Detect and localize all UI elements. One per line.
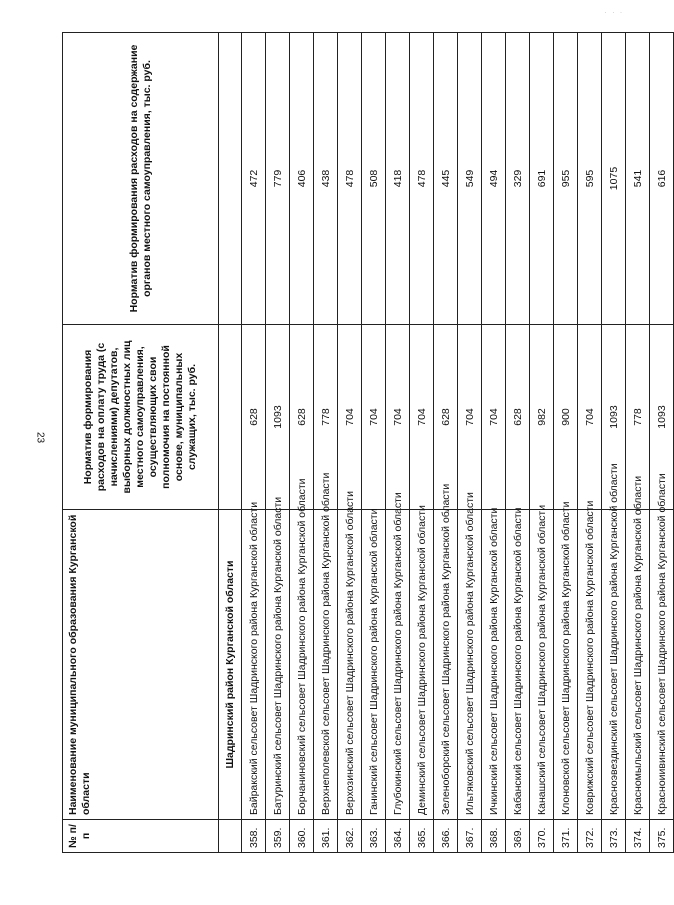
row-municipality-name: Байракский сельсовет Шадринского района Курганской области: [242, 510, 266, 820]
section-row: [219, 33, 242, 853]
table-body: [219, 33, 674, 853]
row-norm-maintenance: 478: [338, 33, 362, 325]
table-row: [338, 33, 362, 853]
table-row: [410, 33, 434, 853]
row-number: 374.: [626, 820, 650, 853]
table-row: [386, 33, 410, 853]
table-row: [434, 33, 458, 853]
row-norm-maintenance: 445: [434, 33, 458, 325]
row-norm-maintenance: 691: [530, 33, 554, 325]
row-number: 360.: [290, 820, 314, 853]
table-row: [602, 33, 626, 853]
row-number: 368.: [482, 820, 506, 853]
row-norm-labor: 982: [530, 325, 554, 510]
header-num: № п/п: [63, 820, 219, 853]
row-norm-maintenance: 616: [650, 33, 674, 325]
row-norm-labor: 704: [578, 325, 602, 510]
row-number: 375.: [650, 820, 674, 853]
section-empty-cell: [219, 33, 242, 325]
scan-noise: · · ·: [604, 10, 624, 16]
row-municipality-name: Красноиивинский сельсовет Шадринского района Курганской области: [650, 510, 674, 820]
row-municipality-name: Канашский сельсовет Шадринского района Курганской области: [530, 510, 554, 820]
row-norm-maintenance: 595: [578, 33, 602, 325]
table-row: [362, 33, 386, 853]
row-norm-labor: 704: [458, 325, 482, 510]
row-number: 362.: [338, 820, 362, 853]
row-number: 367.: [458, 820, 482, 853]
row-norm-labor: 1093: [602, 325, 626, 510]
section-empty-cell: [219, 325, 242, 510]
row-norm-maintenance: 478: [410, 33, 434, 325]
row-municipality-name: Деминский сельсовет Шадринского района Курганской области: [410, 510, 434, 820]
table-row: [650, 33, 674, 853]
table-row: [578, 33, 602, 853]
row-norm-maintenance: 472: [242, 33, 266, 325]
row-municipality-name: Красномыльский сельсовет Шадринского района Курганской области: [626, 510, 650, 820]
row-norm-maintenance: 508: [362, 33, 386, 325]
row-norm-labor: 900: [554, 325, 578, 510]
table-row: [626, 33, 650, 853]
row-number: 361.: [314, 820, 338, 853]
page-number: 23: [34, 431, 46, 444]
table-row: [266, 33, 290, 853]
row-norm-labor: 704: [338, 325, 362, 510]
row-norm-maintenance: 779: [266, 33, 290, 325]
row-number: 370.: [530, 820, 554, 853]
section-empty-cell: [219, 820, 242, 853]
normatives-table: [62, 32, 674, 853]
row-municipality-name: Верхнеполевской сельсовет Шадринского района Курганской области: [314, 510, 338, 820]
row-norm-labor: 628: [506, 325, 530, 510]
row-number: 364.: [386, 820, 410, 853]
table-row: [506, 33, 530, 853]
row-norm-maintenance: 541: [626, 33, 650, 325]
rotated-table-container: [62, 33, 668, 853]
table-row: [290, 33, 314, 853]
row-norm-maintenance: 406: [290, 33, 314, 325]
row-municipality-name: Борчаниновский сельсовет Шадринского района Курганской области: [290, 510, 314, 820]
row-norm-labor: 1093: [266, 325, 290, 510]
row-norm-labor: 1093: [650, 325, 674, 510]
row-number: 363.: [362, 820, 386, 853]
row-norm-maintenance: 549: [458, 33, 482, 325]
table-row: [482, 33, 506, 853]
row-norm-maintenance: 438: [314, 33, 338, 325]
row-municipality-name: Коврижский сельсовет Шадринского района Курганской области: [578, 510, 602, 820]
row-municipality-name: Батуринский сельсовет Шадринского района Курганской области: [266, 510, 290, 820]
row-norm-labor: 778: [626, 325, 650, 510]
row-norm-labor: 704: [410, 325, 434, 510]
row-number: 371.: [554, 820, 578, 853]
row-norm-labor: 704: [386, 325, 410, 510]
header-norm-maintenance: Норматив формирования расходов на содержание органов местного самоуправления, тыс. руб.: [63, 33, 219, 325]
row-municipality-name: Ичкинский сельсовет Шадринского района Курганской области: [482, 510, 506, 820]
table-row: [458, 33, 482, 853]
row-norm-maintenance: 494: [482, 33, 506, 325]
row-norm-maintenance: 1075: [602, 33, 626, 325]
row-norm-labor: 704: [362, 325, 386, 510]
row-municipality-name: Красноэвездинский сельсовет Шадринского района Курганской области: [602, 510, 626, 820]
table-row: [242, 33, 266, 853]
table-row: [530, 33, 554, 853]
table-row: [554, 33, 578, 853]
row-norm-maintenance: 418: [386, 33, 410, 325]
section-title: Шадринский район Курганской области: [219, 510, 242, 820]
row-municipality-name: Клоновской сельсовет Шадринского района Курганской области: [554, 510, 578, 820]
row-norm-labor: 628: [434, 325, 458, 510]
row-municipality-name: Глубокинский сельсовет Шадринского района Курганской области: [386, 510, 410, 820]
row-number: 358.: [242, 820, 266, 853]
row-number: 373.: [602, 820, 626, 853]
row-number: 365.: [410, 820, 434, 853]
row-number: 366.: [434, 820, 458, 853]
row-municipality-name: Верхозинский сельсовет Шадринского района Курганской области: [338, 510, 362, 820]
row-municipality-name: Зеленоборский сельсовет Шадринского района Курганской области: [434, 510, 458, 820]
row-municipality-name: Ганинский сельсовет Шадринского района Курганской области: [362, 510, 386, 820]
row-norm-labor: 628: [242, 325, 266, 510]
table-row: [314, 33, 338, 853]
row-number: 369.: [506, 820, 530, 853]
row-municipality-name: Ильтяковский сельсовет Шадринского района Курганской области: [458, 510, 482, 820]
row-norm-labor: 628: [290, 325, 314, 510]
row-norm-maintenance: 955: [554, 33, 578, 325]
row-norm-labor: 704: [482, 325, 506, 510]
row-municipality-name: Кабанский сельсовет Шадринского района Курганской области: [506, 510, 530, 820]
row-number: 372.: [578, 820, 602, 853]
row-norm-labor: 778: [314, 325, 338, 510]
row-norm-maintenance: 329: [506, 33, 530, 325]
header-norm-labor: Норматив формирования расходов на оплату труда (с начислениями) депутатов, выборных должностных лиц местного самоуправления, осуществляющих свои полномочия на постоянной основе, муниципальных служащих, тыс. руб.: [63, 325, 219, 510]
row-number: 359.: [266, 820, 290, 853]
header-municipality: Наименование муниципального образования Курганской области: [63, 510, 219, 820]
